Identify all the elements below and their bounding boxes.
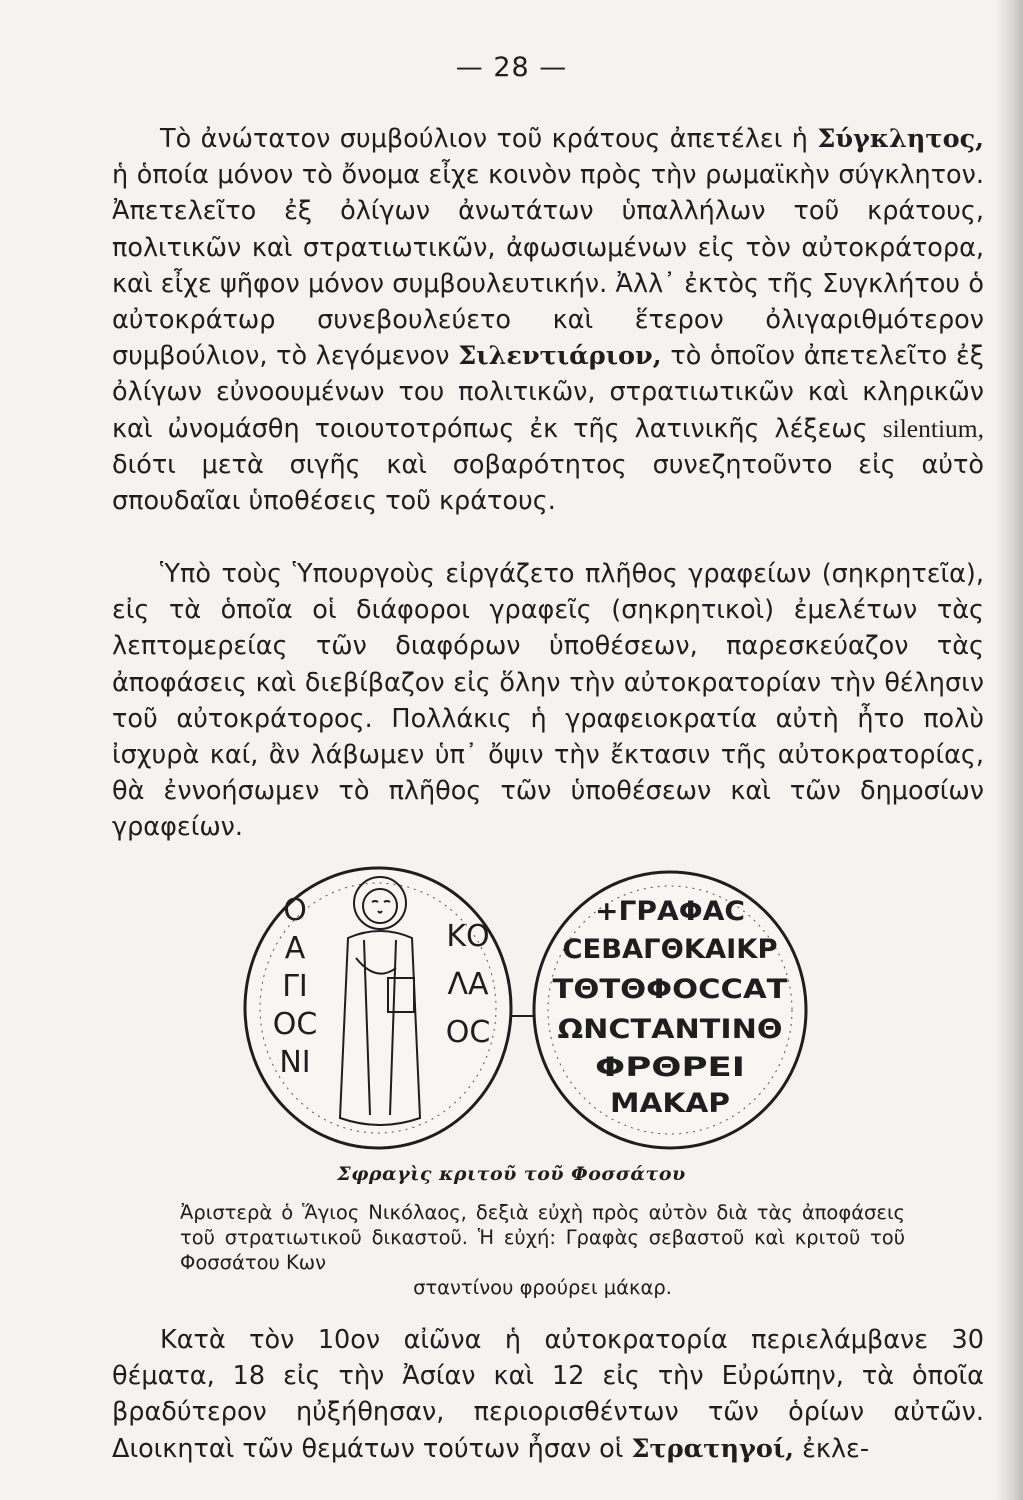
seal-inscription-line: CΕΒΑΓΘΚΑΙΚΡ <box>562 934 778 965</box>
paragraph-synkletos <box>112 121 984 519</box>
paragraph-grafeia <box>112 556 984 846</box>
paragraph-text: Κατὰ τὸν 10ον αἰῶνα ἡ αὐτοκρατορία περιελάμβανε 30 θέματα, 18 εἰς τὴν Ἀσίαν καὶ 12 εἰς τὴν Εὐρώπην, τὰ ὁποῖα βραδύτερον ηὐξήθησαν, περιορισθέντων τῶν ὁρίων αὐτῶν. Διοικηταὶ τῶν θεμάτων τούτων ἦσαν οἱ <box>112 1325 984 1464</box>
figure-caption-title: Σφραγὶς κριτοῦ τοῦ Φοσσάτου <box>337 1163 686 1185</box>
term-silentiarion: Σιλεντιάριον, <box>458 341 662 372</box>
seal-illustration <box>238 858 808 1158</box>
paragraph-themata <box>112 1322 984 1467</box>
seal-inscription-line: ΤΘΤΘΦΟCCΑΤ <box>552 974 789 1005</box>
seal-inscription-line: +ΓΡΑΦΑC <box>595 896 745 927</box>
paragraph-text: ἡ ὁποία μόνον τὸ ὄνομα εἶχε κοινὸν πρὸς τὴν ρωμαϊκὴν σύγκλητον. Ἀπετελεῖτο ἐξ ὀλίγων ἀνωτάτων ὑπαλλήλων τοῦ κράτους, πολιτικῶν καὶ στρατιωτικῶν, ἀφωσιωμένων εἰς τὸν αὐτοκράτορα, καὶ εἶχε ψῆφον μόνον συμβουλευτικήν. Ἀλλ᾽ ἐκτὸς τῆς Συγκλήτου ὁ αὐτοκράτωρ συνεβουλεύετο καὶ ἕτερον ὀλιγαριθμότερον συμβούλιον, τὸ λεγόμενον <box>112 160 984 372</box>
seal-left-letter: ΟC <box>445 1015 491 1050</box>
seal-inscription-line: ΜΑΚΑΡ <box>610 1088 730 1119</box>
seal-right-face <box>534 872 806 1148</box>
figure-caption-last-line: σταντίνου φρούρει μάκαρ. <box>413 1276 672 1299</box>
seal-left-letter: ΛΑ <box>447 967 489 1002</box>
seal-left-letter: Ο <box>283 893 307 928</box>
term-synkletos: Σύγκλητος, <box>817 124 984 154</box>
seal-left-letter: Α <box>284 931 306 966</box>
figure-caption <box>180 1200 905 1300</box>
paragraph-text: ἐκλε- <box>794 1433 870 1464</box>
seal-inscription-line: ΦΡΘΡΕΙ <box>595 1052 745 1083</box>
paragraph-text: διότι μετὰ σιγῆς καὶ σοβαρότητος συνεζητοῦντο εἰς αὐτὸ σπουδαῖαι ὑποθέσεις τοῦ κράτους. <box>112 449 984 517</box>
seal-left-face <box>245 868 511 1148</box>
page-spine-shadow <box>995 0 1023 1500</box>
paragraph-text: Τὸ ἀνώτατον συμβούλιον τοῦ κράτους ἀπετέλει ἡ <box>160 124 818 154</box>
latin-word: silentium, <box>882 413 984 443</box>
figure-caption-body: Ἀριστερὰ ὁ Ἅγιος Νικόλαος, δεξιὰ εὐχὴ πρὸς αὐτὸν διὰ τὰς ἀποφάσεις τοῦ στρατιωτικοῦ δικαστοῦ. Ἡ εὐχή: Γραφὰς σεβαστοῦ καὶ κριτοῦ τοῦ Φοσσάτου Κων <box>180 1201 905 1274</box>
page-number: — 28 — <box>455 52 568 83</box>
paragraph-text: Ὑπὸ τοὺς Ὑπουργοὺς εἰργάζετο πλῆθος γραφείων (σηκρητεῖα), εἰς τὰ ὁποῖα οἱ διάφοροι γραφεῖς (σηκρητικοὶ) ἐμελέτων τὰς λεπτομερείας τῶν διαφόρων ὑποθέσεων, παρεσκεύαζον τὰς ἀποφάσεις καὶ διεβίβαζον εἰς ὅλην τὴν αὐτοκρατορίαν τὴν θέλησιν τοῦ αὐτοκράτορος. Πολλάκις ἡ γραφειοκρατία αὐτὴ ἦτο πολὺ ἰσχυρὰ καί, ἂν λάβωμεν ὑπ᾽ ὄψιν τὴν ἔκτασιν τῆς αὐτοκρατορίας, θὰ ἐννοήσωμεν τὸ πλῆθος τῶν ὑποθέσεων καὶ τῶν δημοσίων γραφείων. <box>112 559 984 843</box>
term-strategoi: Στρατηγοί, <box>631 1433 795 1464</box>
seal-inscription-line: ΩΝCΤΑΝΤΙΝΘ <box>557 1014 783 1045</box>
paragraph-text: τὸ ὁποῖον ἀπετελεῖτο ἐξ ὀλίγων εὐνοουμένων του πολιτικῶν, στρατιωτικῶν καὶ κληρικῶν καὶ ὠνομάσθη τοιουτοτρόπως ἐκ τῆς λατινικῆς λέξεως <box>112 341 984 444</box>
seal-left-letter: ΚΟ <box>446 919 490 954</box>
seal-left-letter: ΝΙ <box>279 1045 311 1080</box>
seal-left-letter: ΓΙ <box>282 969 308 1004</box>
seal-left-letter: ΟC <box>272 1007 318 1042</box>
